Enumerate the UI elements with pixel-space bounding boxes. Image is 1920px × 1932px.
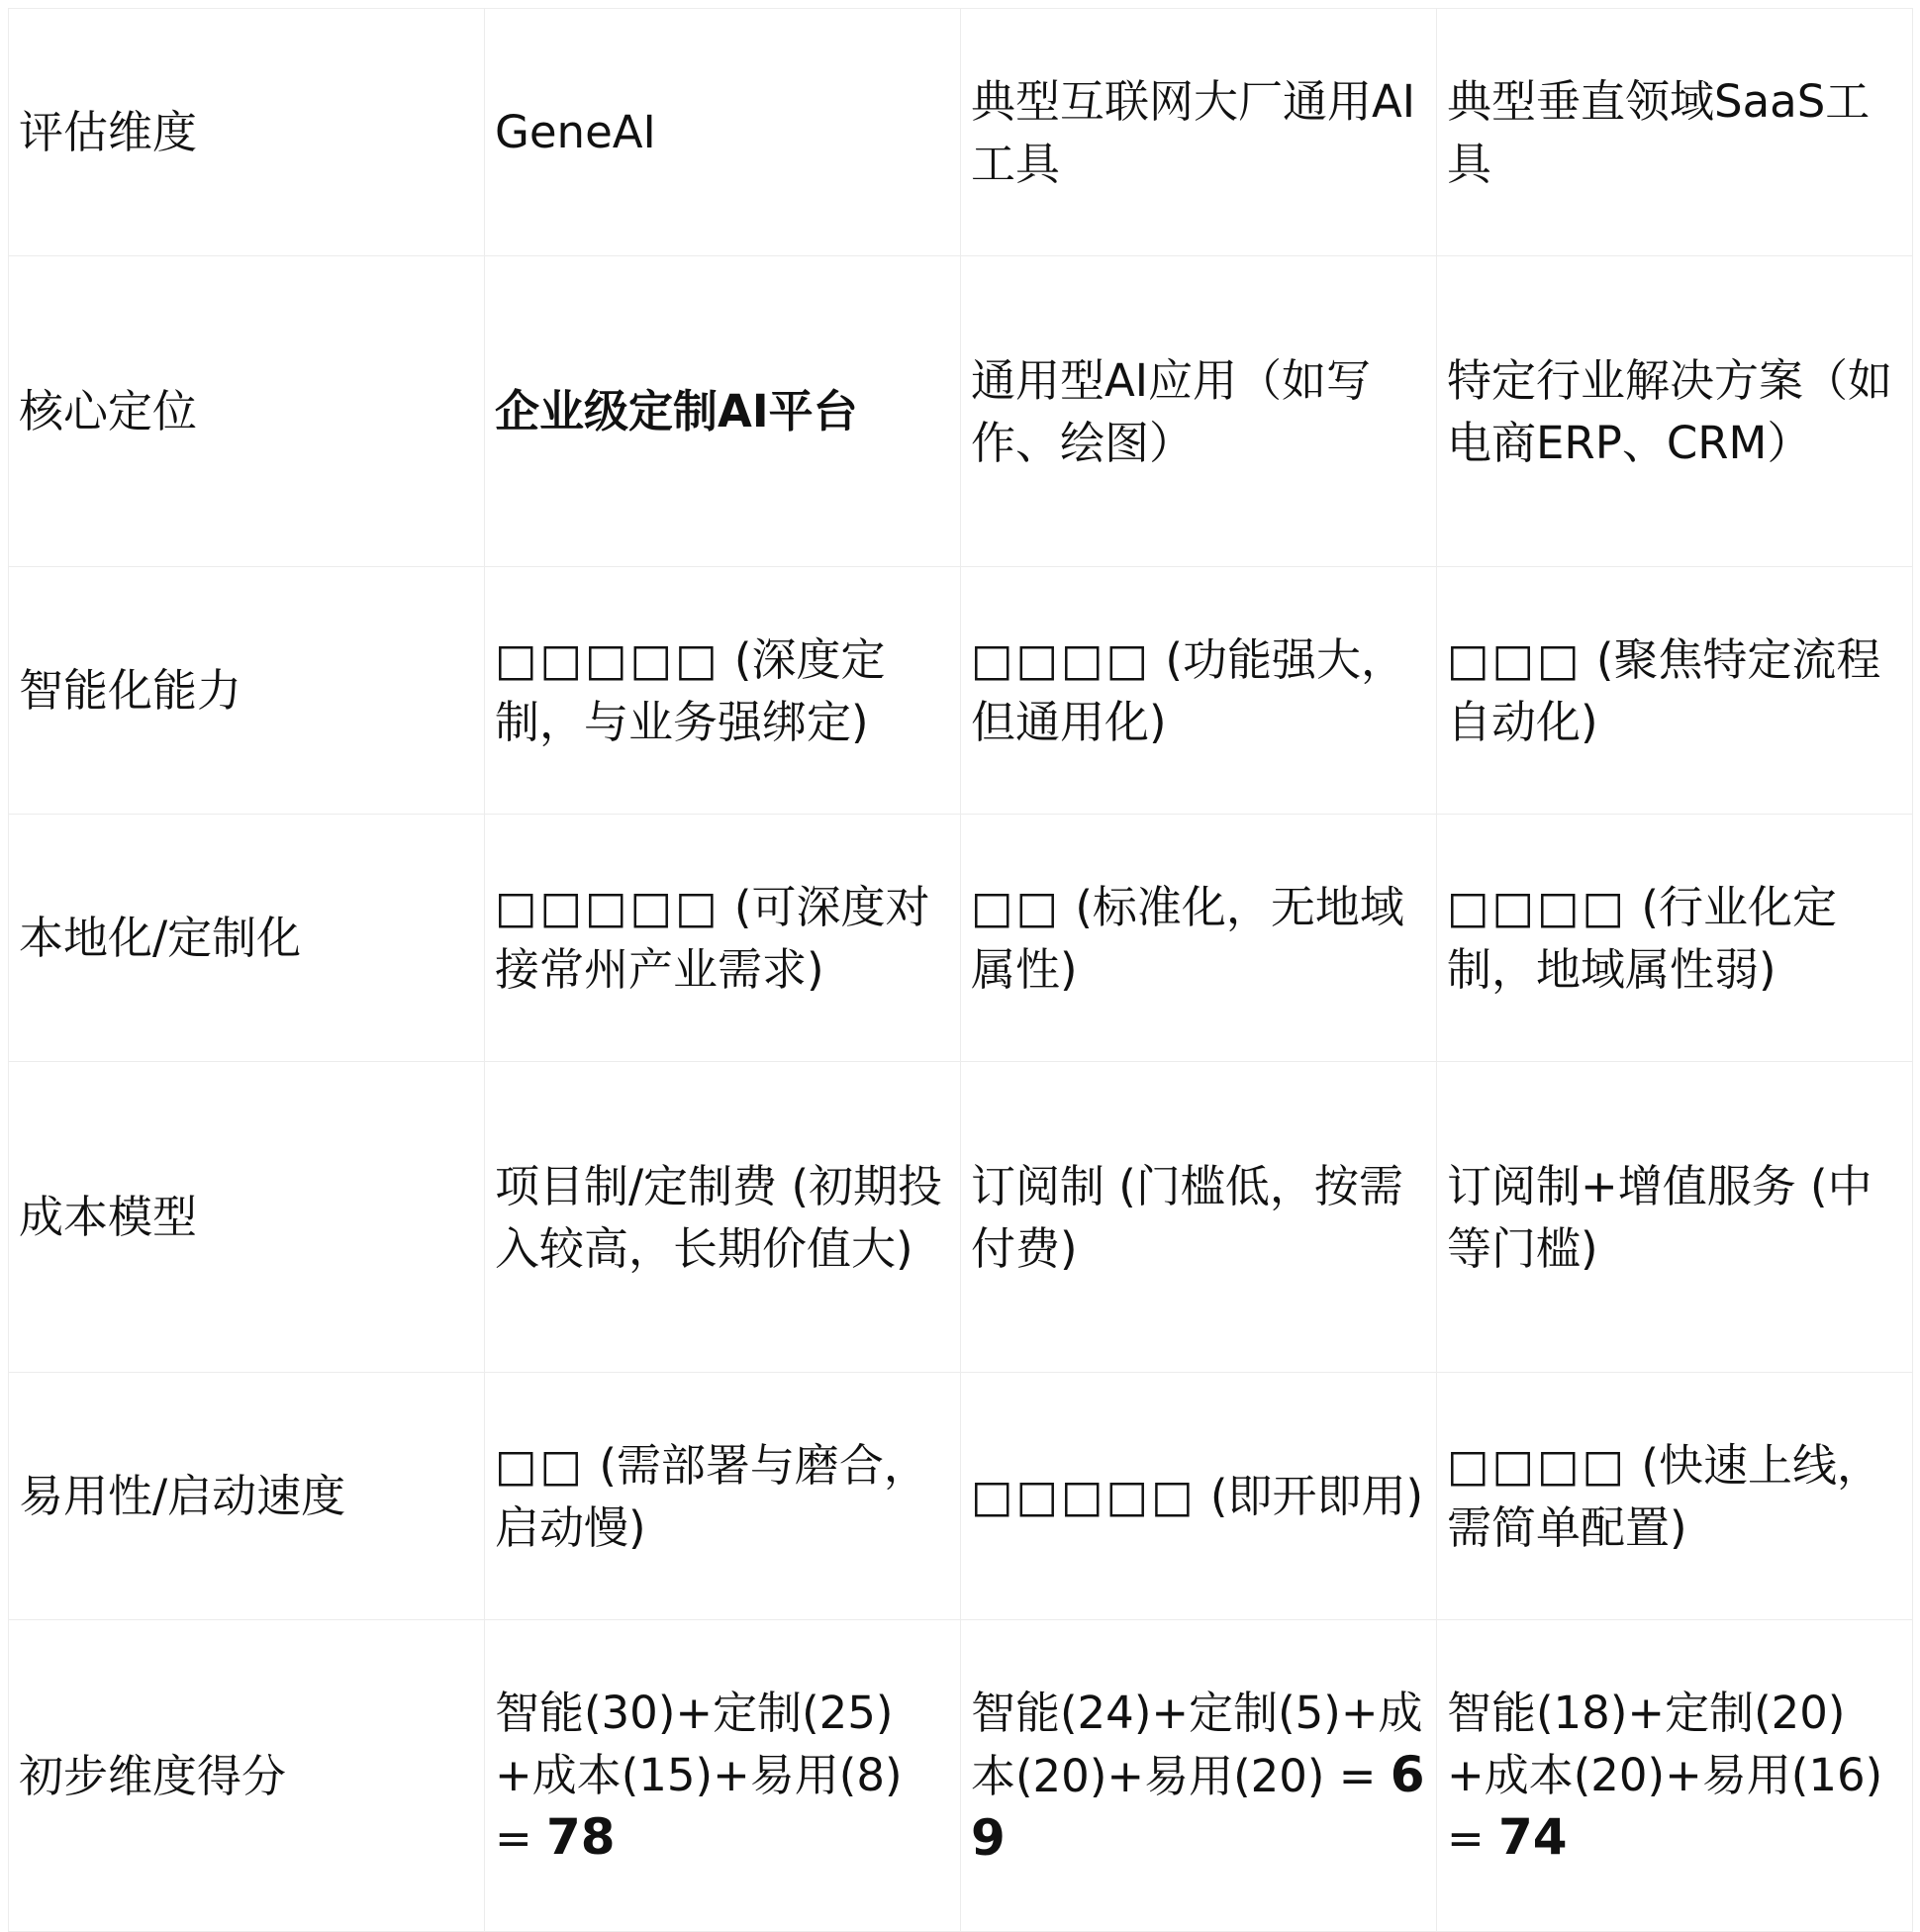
rating-boxes: □□□ — [1447, 632, 1583, 686]
cell-geneai-score — [485, 1620, 961, 1932]
cell-geneai-positioning: 企业级定制AI平台 — [485, 256, 961, 567]
header-geneai: GeneAI — [485, 9, 961, 256]
cell-vertical-usability — [1437, 1373, 1913, 1620]
cell-general-score — [961, 1620, 1437, 1932]
rating-boxes: □□□□□ — [495, 880, 720, 933]
table-row — [9, 815, 1913, 1062]
cell-note: (聚焦特定流程自动化) — [1447, 632, 1881, 748]
cell-vertical-cost: 订阅制+增值服务 (中等门槛) — [1437, 1062, 1913, 1373]
comparison-table — [8, 8, 1913, 1932]
row-label-usability: 易用性/启动速度 — [9, 1373, 485, 1620]
cell-note: (即开即用) — [1196, 1470, 1424, 1522]
cell-general-localization — [961, 815, 1437, 1062]
table-row — [9, 1062, 1913, 1373]
rating-boxes: □□□□□ — [495, 632, 720, 686]
row-label-positioning: 核心定位 — [9, 256, 485, 567]
score-formula: 智能(24)+定制(5)+成本(20)+易用(20) = — [971, 1686, 1423, 1802]
score-formula: 智能(18)+定制(20)+成本(20)+易用(16) = — [1447, 1687, 1883, 1865]
cell-general-cost: 订阅制 (门槛低，按需付费) — [961, 1062, 1437, 1373]
cell-general-intelligence — [961, 567, 1437, 815]
score-total: 69 — [971, 1745, 1425, 1867]
row-label-localization: 本地化/定制化 — [9, 815, 485, 1062]
rating-boxes: □□□□ — [971, 632, 1152, 686]
cell-general-usability — [961, 1373, 1437, 1620]
cell-vertical-positioning: 特定行业解决方案（如电商ERP、CRM） — [1437, 256, 1913, 567]
cell-note: (深度定制，与业务强绑定) — [495, 632, 886, 748]
table-row — [9, 1620, 1913, 1932]
cell-vertical-intelligence — [1437, 567, 1913, 815]
cell-vertical-score — [1437, 1620, 1913, 1932]
rating-boxes: □□□□ — [1447, 1438, 1628, 1492]
cell-vertical-localization — [1437, 815, 1913, 1062]
rating-boxes: □□ — [495, 1438, 586, 1492]
cell-note: (功能强大，但通用化) — [971, 632, 1405, 748]
cell-note: (可深度对接常州产业需求) — [495, 880, 930, 996]
rating-boxes: □□□□□ — [971, 1470, 1197, 1522]
header-general-ai: 典型互联网大厂通用AI工具 — [961, 9, 1437, 256]
cell-note: (行业化定制，地域属性弱) — [1447, 880, 1837, 996]
cell-geneai-localization — [485, 815, 961, 1062]
cell-geneai-usability — [485, 1373, 961, 1620]
rating-boxes: □□□□ — [1447, 880, 1628, 933]
rating-boxes: □□ — [971, 880, 1062, 933]
cell-note: (标准化，无地域属性) — [971, 880, 1404, 996]
score-formula: 智能(30)+定制(25)+成本(15)+易用(8) = — [495, 1687, 903, 1865]
cell-geneai-cost: 项目制/定制费 (初期投入较高，长期价值大) — [485, 1062, 961, 1373]
table-header-row — [9, 9, 1913, 256]
header-dimension: 评估维度 — [9, 9, 485, 256]
cell-note: (需部署与磨合，启动慢) — [495, 1438, 928, 1554]
row-label-score: 初步维度得分 — [9, 1620, 485, 1932]
row-label-cost-model: 成本模型 — [9, 1062, 485, 1373]
header-vertical-saas: 典型垂直领域SaaS工具 — [1437, 9, 1913, 256]
cell-note: (快速上线，需简单配置) — [1447, 1438, 1881, 1554]
table-row — [9, 567, 1913, 815]
cell-geneai-intelligence — [485, 567, 961, 815]
table-row — [9, 1373, 1913, 1620]
cell-general-positioning: 通用型AI应用（如写作、绘图） — [961, 256, 1437, 567]
score-total: 74 — [1498, 1808, 1568, 1866]
table-row — [9, 256, 1913, 567]
score-total: 78 — [546, 1808, 616, 1866]
row-label-intelligence: 智能化能力 — [9, 567, 485, 815]
